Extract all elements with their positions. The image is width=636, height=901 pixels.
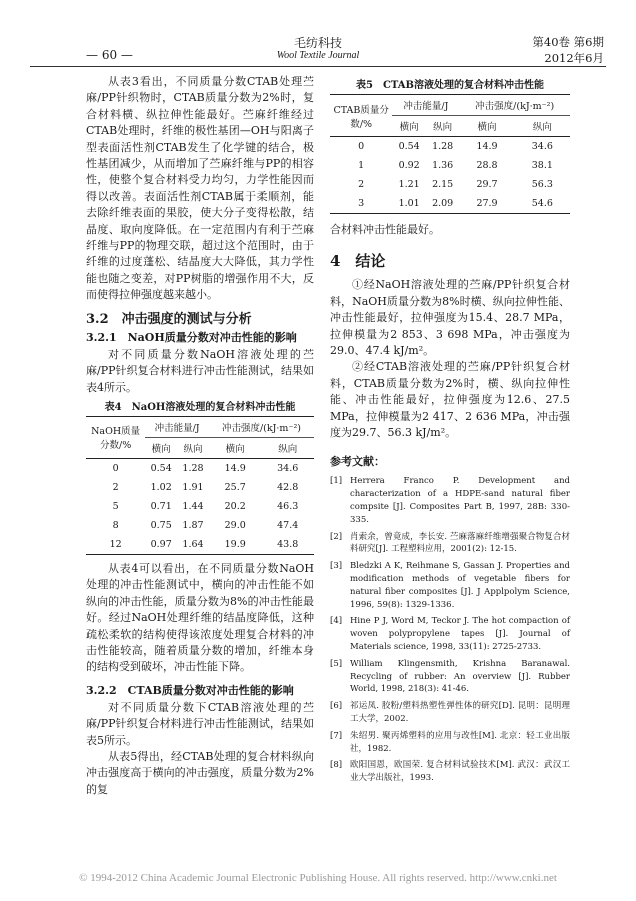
table-row xyxy=(86,497,314,516)
reference-text: Herrera Franco P. Development and characterization of a HDPE-sand natural fiber compsite [J]. Composites Part B, 1997, 28B: 330-335. xyxy=(350,476,570,525)
conclusion-2: ②经CTAB溶液处理的苎麻/PP针织复合材料，CTAB质量分数为2%时，横、纵向拉伸性能、冲击性能最好，拉伸强度为12.6、27.5 MPa，拉伸模量为2 417、2 636 MPa，冲击强度为29.7、56.3 kJ/m²。 xyxy=(330,360,570,440)
table-cell: 1.01 xyxy=(392,194,426,214)
reference-item xyxy=(330,531,570,557)
reference-item xyxy=(330,658,570,696)
table-cell: 20.2 xyxy=(224,500,246,512)
section-3-2-1-heading: 3.2.1 NaOH质量分数对冲击性能的影响 xyxy=(86,330,297,344)
table-cell: 1.64 xyxy=(177,535,209,555)
reference-number: [5] xyxy=(330,658,343,669)
reference-number: [6] xyxy=(330,701,343,712)
table-5-sub-transverse: 横向 xyxy=(392,116,426,137)
table-row xyxy=(330,194,570,214)
table-cell: 34.6 xyxy=(531,141,553,152)
paragraph-ctab-test: 对不同质量分数下CTAB溶液处理的苎麻/PP针织复合材料进行冲击性能测试，结果如表5所示。 xyxy=(86,700,314,747)
table-4-caption: 表4 NaOH溶液处理的复合材料冲击性能 xyxy=(104,401,296,413)
issue-date: 2012年6月 xyxy=(544,51,604,65)
journal-title-cn: 毛纺科技 xyxy=(293,36,342,50)
table-cell: 2.15 xyxy=(432,179,454,190)
table-cell: 2 xyxy=(112,481,119,493)
table-5-sub-transverse: 横向 xyxy=(459,116,514,137)
reference-item xyxy=(330,560,570,611)
table-cell: 56.3 xyxy=(531,179,553,190)
reference-text: William Klingensmith, Krishna Baranawal. Recycling of rubber: An overview [J]. Rubber World, 1998, 218(3): 41-46. xyxy=(350,658,570,695)
table-5-sub-longitudinal: 纵向 xyxy=(426,116,460,137)
table-cell: 42.8 xyxy=(277,481,299,493)
table-5-col-strength: 冲击强度/(kJ·m⁻²) xyxy=(459,95,570,116)
header-rule xyxy=(30,66,606,67)
reference-item xyxy=(330,700,570,726)
table-cell: 12 xyxy=(86,535,145,555)
table-cell: 0.75 xyxy=(150,519,172,531)
table-row xyxy=(330,175,570,194)
table-4-grid xyxy=(86,416,314,555)
reference-text: Hine P J, Word M, Teckor J. The hot compaction of woven polypropylene tapes [J]. Journal of Materials science, 1998, 33(11): 2725-2733. xyxy=(350,616,570,653)
references-list xyxy=(330,475,570,785)
references-heading: 参考文献： xyxy=(330,455,385,469)
conclusion-1: ①经NaOH溶液处理的苎麻/PP针织复合材料，NaOH质量分数为8%时横、纵向拉伸性能、冲击性能最好，拉伸强度为15.4、28.7 MPa，拉伸模量为2 853、3 698 MPa，冲击强度为29.0、47.4 kJ/m²。 xyxy=(330,278,570,358)
table-cell: 3 xyxy=(330,194,392,214)
table-cell: 43.8 xyxy=(261,535,314,555)
table-cell: 1.28 xyxy=(432,141,454,152)
table-row xyxy=(86,535,314,555)
reference-number: [3] xyxy=(330,561,343,572)
reference-item xyxy=(330,475,570,526)
table-cell: 46.3 xyxy=(277,500,299,512)
table-5-col-energy: 冲击能量/J xyxy=(392,95,459,116)
paragraph-ctab-tensile: 从表3看出，不同质量分数CTAB处理苎麻/PP针织物时，CTAB质量分数为2%时，复合材料横、纵拉伸性能最好。苎麻纤维经过CTAB处理时，纤维的极性基团—OH与阳离子型表面活性剂CTAB发生了化学键的结合，极性基团减少，从而增加了苎麻纤维与PP的相容性，使整个复合材料受力均匀，力学性能因而得以改善。表面活性剂CTAB属于柔顺剂，能去除纤维表面的果胶，使大分子变得松散，结晶度、取向度降低。在一定范围内有利于苎麻纤维与PP的物理交联，超过这个范围时，由于纤维的过度蓬松、结晶度大大降低，其力学性能也随之变差，对PP树脂的增强作用不大，反而使得拉伸强度越来越小。 xyxy=(86,75,314,302)
table-cell: 47.4 xyxy=(277,519,299,531)
page-number: — 60 — xyxy=(86,48,133,62)
table-cell: 0.92 xyxy=(398,160,420,171)
table-cell: 25.7 xyxy=(224,481,246,493)
table-5-col-concentration: CTAB质量分数/% xyxy=(330,95,392,137)
table-5-sub-longitudinal: 纵向 xyxy=(515,116,570,137)
table-cell: 14.9 xyxy=(476,141,498,152)
paragraph-naoh-analysis: 从表4可以看出，在不同质量分数NaOH处理的冲击性能测试中，横向的冲击性能不如纵向的冲击性能，质量分数为8%的冲击性能最好。经过NaOH处理纤维的结晶度降低，这种疏松柔软的结构使得该浓度处理复合材料的冲击性能较高，随着质量分数的增加，纤维本身的结构受到破坏，冲击性能下降。 xyxy=(86,561,314,674)
table-row xyxy=(86,516,314,535)
reference-number: [8] xyxy=(330,760,343,771)
table-cell: 0.54 xyxy=(150,462,172,474)
paragraph-continued: 合材料冲击性能最好。 xyxy=(330,223,440,236)
table-4-sub-longitudinal: 纵向 xyxy=(177,437,209,458)
reference-text: 朱绍男. 聚丙烯塑料的应用与改性[M]. 北京：轻工业出版社，1982. xyxy=(350,730,570,754)
table-cell: 1.21 xyxy=(398,179,420,190)
volume-issue: 第40卷 第6期 xyxy=(532,35,604,49)
table-cell: 1.02 xyxy=(150,481,172,493)
reference-number: [4] xyxy=(330,616,343,627)
section-3-2-heading: 3.2 冲击强度的测试与分析 xyxy=(86,311,252,327)
table-row xyxy=(330,156,570,175)
table-cell: 14.9 xyxy=(224,462,246,474)
reference-item xyxy=(330,615,570,653)
reference-item xyxy=(330,730,570,756)
table-cell: 1.44 xyxy=(182,500,204,512)
table-cell: 0 xyxy=(112,462,119,474)
reference-text: 欧阳国恩，欧国荣. 复合材料试验技术[M]. 武汉：武汉工业大学出版社，1993. xyxy=(350,760,570,784)
table-5-caption: 表5 CTAB溶液处理的复合材料冲击性能 xyxy=(355,80,545,91)
reference-text: 肖索余，曾竟成，李长安. 苎麻落麻纤维增强聚合物复合材料研究[J]. 工程塑料应用，2001(2): 12-15. xyxy=(350,531,570,555)
left-column xyxy=(86,74,314,798)
reference-number: [2] xyxy=(330,531,343,542)
paragraph-naoh-test: 对不同质量分数NaOH溶液处理的苎麻/PP针织复合材料进行冲击性能测试，结果如表4所示。 xyxy=(86,347,314,394)
table-4-sub-transverse: 横向 xyxy=(145,437,177,458)
table-cell: 0.71 xyxy=(150,500,172,512)
table-cell: 29.0 xyxy=(224,519,246,531)
table-cell: 28.8 xyxy=(476,160,498,171)
table-cell: 54.6 xyxy=(515,194,570,214)
table-cell: 2.09 xyxy=(426,194,460,214)
right-column xyxy=(330,74,570,789)
table-cell: 2 xyxy=(358,179,365,190)
table-cell: 8 xyxy=(112,519,119,531)
table-cell: 29.7 xyxy=(476,179,498,190)
table-4-col-strength: 冲击强度/(kJ·m⁻²) xyxy=(209,416,314,437)
table-cell: 0.97 xyxy=(145,535,177,555)
volume-info xyxy=(532,34,604,66)
table-cell: 1 xyxy=(358,160,365,171)
copyright-footer: © 1994-2012 China Academic Journal Electronic Publishing House. All rights reserved. http://www.cnki.net xyxy=(79,872,557,884)
table-cell: 27.9 xyxy=(459,194,514,214)
reference-item xyxy=(330,759,570,785)
table-cell: 1.28 xyxy=(182,462,204,474)
page-header xyxy=(0,0,636,70)
paragraph-ctab-analysis: 从表5得出，经CTAB处理的复合材料纵向冲击强度高于横向的冲击强度，质量分数为2%的复 xyxy=(86,749,314,796)
table-5-grid xyxy=(330,94,570,214)
table-row xyxy=(86,458,314,478)
table-cell: 5 xyxy=(112,500,119,512)
table-cell: 0.54 xyxy=(398,141,420,152)
table-4-sub-transverse: 横向 xyxy=(209,437,262,458)
table-cell: 0 xyxy=(358,141,365,152)
reference-text: 祁运凤. 胶粉/塑料热塑性弹性体的研究[D]. 昆明：昆明理工大学，2002. xyxy=(350,701,570,725)
journal-title-en: Wool Textile Journal xyxy=(276,50,360,61)
table-cell: 34.6 xyxy=(277,462,299,474)
table-row xyxy=(330,137,570,157)
reference-text: Bledzki A K, Reihmane S, Gassan J. Properties and modification methods of vegetable fibers for natural fiber composites [J]. J Applpolym Science, 1996, 59(8): 1329-1336. xyxy=(350,561,570,610)
table-4-col-energy: 冲击能量/J xyxy=(145,416,209,437)
section-4-heading: 4 结论 xyxy=(330,252,386,271)
table-cell: 19.9 xyxy=(209,535,262,555)
table-cell: 38.1 xyxy=(531,160,553,171)
table-cell: 1.87 xyxy=(182,519,204,531)
reference-number: [7] xyxy=(330,730,343,741)
reference-number: [1] xyxy=(330,476,343,487)
table-4-sub-longitudinal: 纵向 xyxy=(261,437,314,458)
table-row xyxy=(86,478,314,497)
table-cell: 1.91 xyxy=(182,481,204,493)
table-cell: 1.36 xyxy=(432,160,454,171)
table-4-col-concentration: NaOH质量分数/% xyxy=(86,416,145,458)
section-3-2-2-heading: 3.2.2 CTAB质量分数对冲击性能的影响 xyxy=(86,683,294,697)
table-5 xyxy=(330,76,570,214)
table-4 xyxy=(86,398,314,555)
